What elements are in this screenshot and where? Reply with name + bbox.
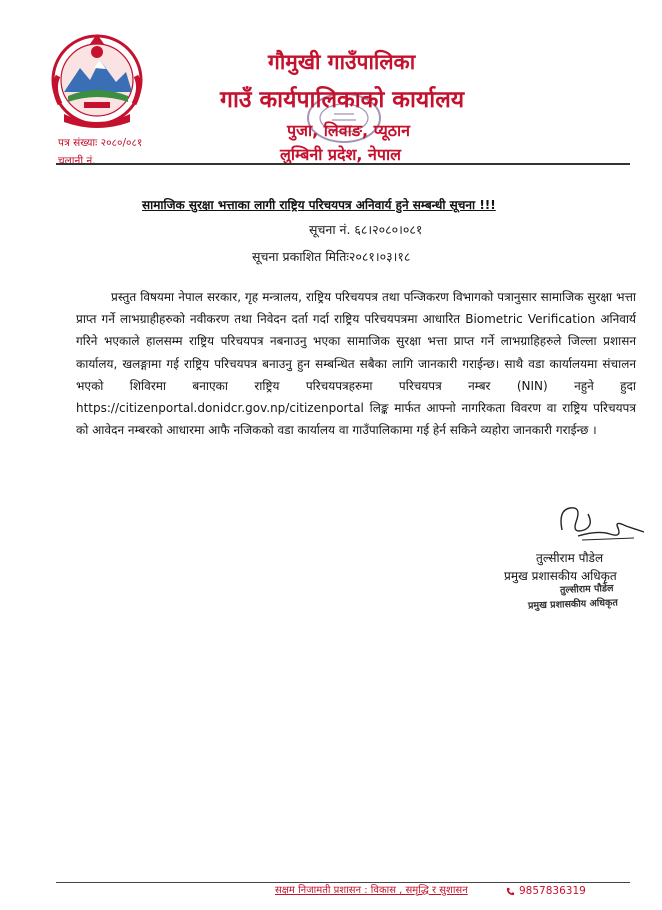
notice-subject: सामाजिक सुरक्षा भत्ताका लागी राष्ट्रिय परिचयपत्र अनिवार्य हुने सम्बन्धी सूचना !!!: [142, 198, 496, 212]
notice-number: सूचना नं. ६८।२०८०।०८१: [309, 222, 423, 237]
signature-seal-title: प्रमुख प्रशासकीय अधिकृत: [527, 597, 618, 612]
nepal-emblem-icon: [46, 30, 148, 134]
footer-phone: [506, 885, 586, 897]
notice-published-date: सूचना प्रकाशित मितिः२०८१।०३।१८: [252, 249, 411, 264]
signatory-title: प्रमुख प्रशासकीय अधिकृत: [504, 569, 617, 583]
header-divider: [56, 163, 630, 165]
municipality-name: गौमुखी गाउँपालिका: [268, 50, 416, 74]
letter-reference-number: पत्र संख्याः २०८०/०८१: [58, 137, 143, 149]
office-name: गाउँ कार्यपालिकाको कार्यालय: [220, 87, 465, 113]
footer-motto: सक्षम निजामती प्रशासन : विकास , समृद्धि र सुशासन: [275, 885, 468, 896]
footer-phone-number: 9857836319: [519, 885, 586, 897]
phone-icon: [506, 887, 515, 896]
signature-seal-name: तुल्सीराम पौडेल: [559, 583, 614, 596]
province-name: लुम्बिनी प्रदेश, नेपाल: [280, 145, 402, 164]
notice-body: प्रस्तुत विषयमा नेपाल सरकार, गृह मन्त्रालय, राष्ट्रिय परिचयपत्र तथा पन्जिकरण विभागको पत्रानुसार सामाजिक सुरक्षा भत्ता प्राप्त गर्ने लाभग्राहीहरुको नवीकरण तथा निवेदन दर्ता गर्दा राष्ट्रिय परिचयपत्रमा आधारित Biometric Verification अनिवार्य गरिने भएकाले हालसम्म राष्ट्रिय परिचयपत्र नबनाउनु भएका सामाजिक सुरक्षा भत्ता प्राप्त गर्ने लाभग्राहिहरुले जिल्ला प्रशासन कार्यालय, खलङ्गामा गई राष्ट्रिय परिचयपत्र बनाउनु हुन सम्बन्धित सबैका लागि जानकारी गराईन्छ। साथै वडा कार्यालयमा संचालन भएको शिविरमा बनाएका राष्ट्रिय परिचयपत्रहरुमा परिचयपत्र नम्बर (NIN) नहुने हुदा https://citizenportal.donidcr.gov.np/citizenportal लिङ्क मार्फत आफ्नो नागरिकता विवरण वा राष्ट्रिय परिचयपत्र को आवेदन नम्बरको आधारमा आफै नजिकको वडा कार्यालय वा गाउँपालिकामा गई हेर्न सकिने व्यहोरा जानकारी गराईन्छ ।: [76, 290, 636, 438]
office-address: पुजा, लिवाङ, प्यूठान: [287, 121, 411, 140]
signatory-name: तुल्सीराम पौडेल: [536, 551, 604, 565]
dispatch-number: चलानी नं.: [58, 155, 96, 167]
